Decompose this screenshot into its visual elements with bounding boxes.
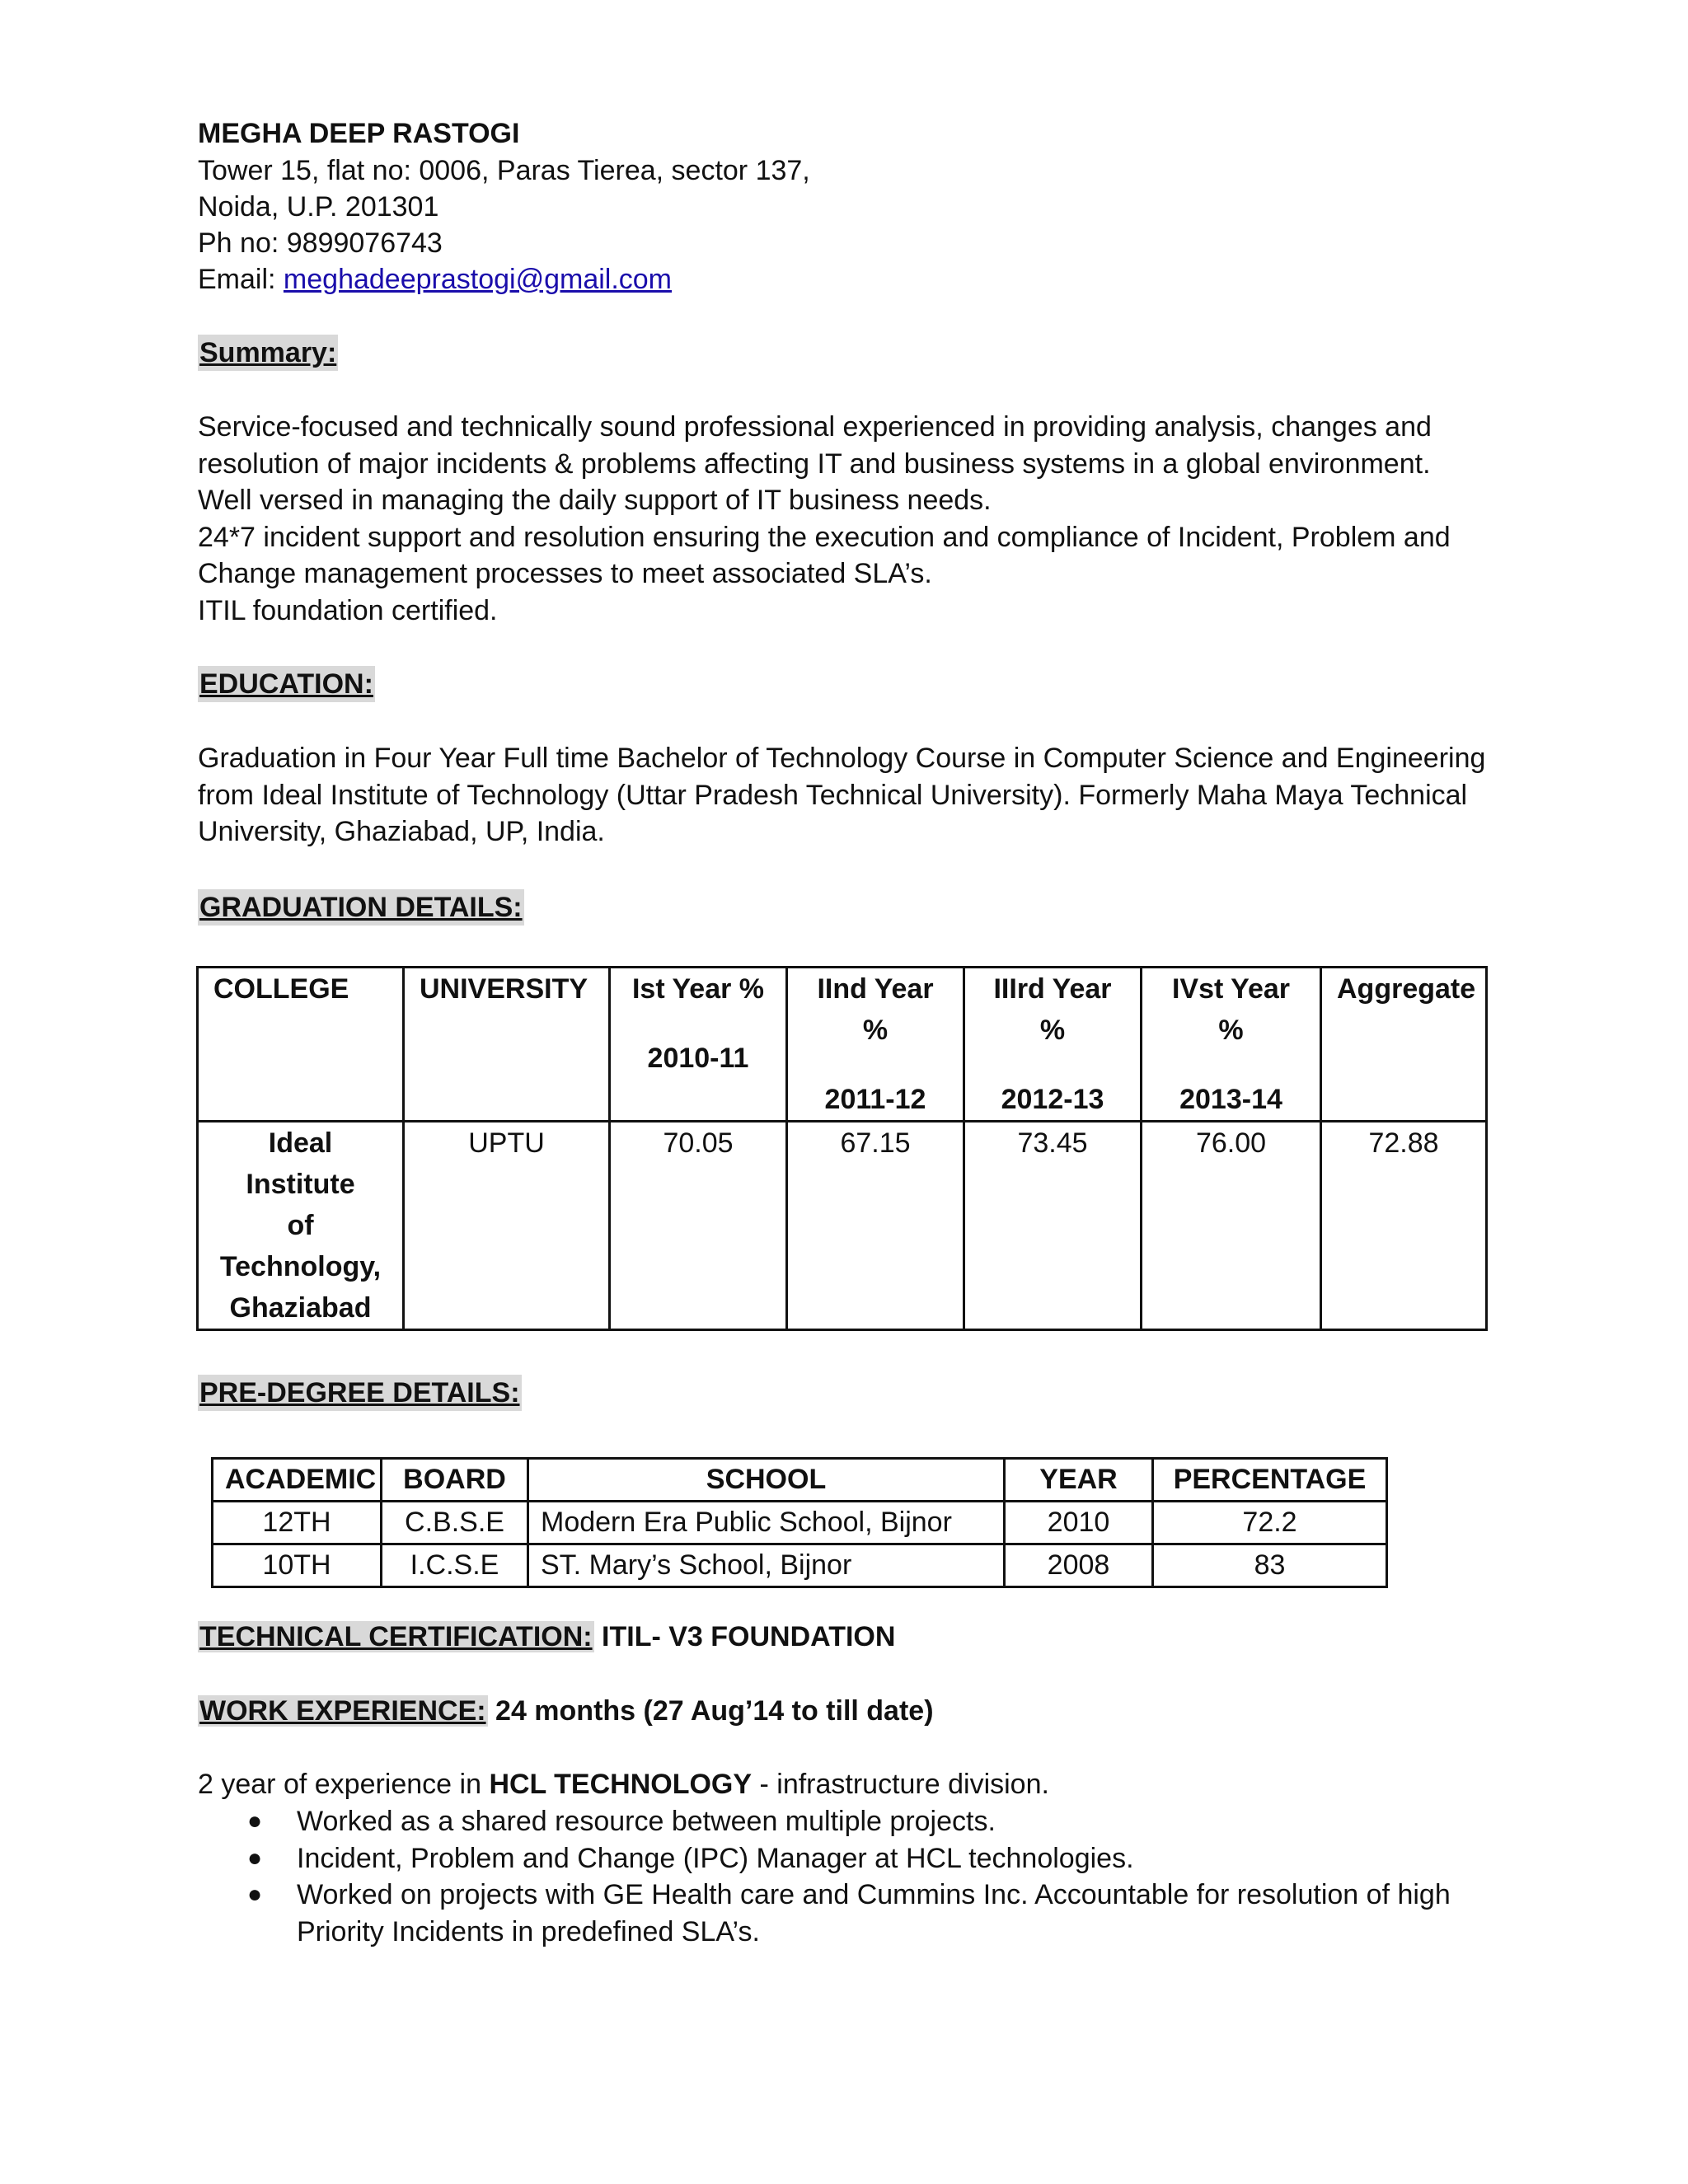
certification-line — [198, 1619, 895, 1655]
address-line-1: Tower 15, flat no: 0006, Paras Tierea, sector 137, — [198, 155, 810, 186]
cell-percentage: 83 — [1153, 1544, 1387, 1587]
col-header-year-1: Ist Year % 2010-11 — [610, 968, 787, 1122]
company-name: HCL TECHNOLOGY — [489, 1769, 753, 1800]
graduation-heading: GRADUATION DETAILS: — [198, 889, 524, 926]
email-line — [198, 261, 672, 298]
summary-text — [198, 409, 1484, 629]
cell-percentage: 72.2 — [1153, 1502, 1387, 1544]
education-line: Graduation in Four Year Full time Bachelor of Technology Course in Computer Science and Engineering — [198, 743, 1486, 774]
graduation-table — [196, 966, 1488, 1331]
email-label: Email: — [198, 264, 284, 295]
col-header-percentage: PERCENTAGE — [1153, 1459, 1387, 1502]
col-header-university: UNIVERSITY — [404, 968, 610, 1122]
cell-year-3: 73.45 — [964, 1122, 1142, 1330]
summary-line: 24*7 incident support and resolution ensuring the execution and compliance of Incident, Problem and — [198, 521, 1451, 553]
summary-line: Change management processes to meet associated SLA’s. — [198, 558, 932, 589]
col-header-school: SCHOOL — [528, 1459, 1005, 1502]
graduation-data-row — [198, 1122, 1487, 1330]
certification-heading: TECHNICAL CERTIFICATION: — [199, 1621, 593, 1652]
col-header-year: YEAR — [1005, 1459, 1153, 1502]
education-text — [198, 740, 1484, 851]
candidate-name: MEGHA DEEP RASTOGI — [198, 118, 520, 149]
cell-year-2: 67.15 — [787, 1122, 964, 1330]
year-1-session: 2010-11 — [647, 1043, 749, 1074]
col-header-college: COLLEGE — [198, 968, 404, 1122]
summary-line: ITIL foundation certified. — [198, 594, 498, 626]
cell-year: 2010 — [1005, 1502, 1153, 1544]
bullet-icon: ● — [247, 1844, 263, 1872]
list-item: ● Worked on projects with GE Health care and Cummins Inc. Accountable for resolution of high Priority Incidents in predefined SLA’s. — [247, 1877, 1533, 1950]
cell-aggregate: 72.88 — [1321, 1122, 1487, 1330]
work-experience-duration: 24 months (27 Aug’14 to till date) — [487, 1695, 934, 1727]
email-link[interactable]: meghadeeprastogi@gmail.com — [283, 264, 673, 295]
year-4-session: 2013-14 — [1179, 1084, 1282, 1115]
cell-academic: 10TH — [213, 1544, 382, 1587]
pre-degree-header-row — [213, 1459, 1387, 1502]
cell-academic: 12TH — [213, 1502, 382, 1544]
phone-number: Ph no: 9899076743 — [198, 227, 443, 259]
table-row — [213, 1502, 1387, 1544]
cell-university: UPTU — [404, 1122, 610, 1330]
col-header-academic: ACADEMIC — [213, 1459, 382, 1502]
work-experience-line — [198, 1693, 934, 1729]
education-line: University, Ghaziabad, UP, India. — [198, 816, 605, 847]
pre-degree-table — [211, 1457, 1388, 1588]
list-item: ● Incident, Problem and Change (IPC) Manager at HCL technologies. — [247, 1840, 1533, 1877]
cell-board: C.B.S.E — [382, 1502, 528, 1544]
bullet-icon: ● — [247, 1807, 263, 1835]
cell-year: 2008 — [1005, 1544, 1153, 1587]
cell-school: ST. Mary’s School, Bijnor — [528, 1544, 1005, 1587]
certification-value: ITIL- V3 FOUNDATION — [593, 1621, 896, 1652]
work-experience-heading: WORK EXPERIENCE: — [199, 1695, 486, 1727]
col-header-aggregate: Aggregate — [1321, 968, 1487, 1122]
address-line-2: Noida, U.P. 201301 — [198, 191, 439, 223]
cell-college: Ideal Institute of Technology, Ghaziabad — [198, 1122, 404, 1330]
work-intro: 2 year of experience in HCL TECHNOLOGY - infrastructure division. — [198, 1769, 1049, 1800]
table-row — [213, 1544, 1387, 1587]
bullet-icon: ● — [247, 1881, 263, 1908]
col-header-year-4: IVst Year % 2013-14 — [1142, 968, 1321, 1122]
summary-heading: Summary: — [198, 335, 338, 371]
education-heading: EDUCATION: — [198, 666, 375, 702]
year-2-session: 2011-12 — [824, 1084, 926, 1115]
year-3-session: 2012-13 — [1001, 1084, 1104, 1115]
cell-board: I.C.S.E — [382, 1544, 528, 1587]
cell-school: Modern Era Public School, Bijnor — [528, 1502, 1005, 1544]
cell-year-4: 76.00 — [1142, 1122, 1321, 1330]
work-bullet-list — [247, 1803, 1533, 1950]
summary-line: resolution of major incidents & problems affecting IT and business systems in a global environment. — [198, 448, 1431, 480]
pre-degree-heading: PRE-DEGREE DETAILS: — [198, 1375, 522, 1411]
cell-year-1: 70.05 — [610, 1122, 787, 1330]
col-header-board: BOARD — [382, 1459, 528, 1502]
col-header-year-3: IIIrd Year % 2012-13 — [964, 968, 1142, 1122]
list-item: ● Worked as a shared resource between multiple projects. — [247, 1803, 1533, 1840]
summary-line: Well versed in managing the daily support of IT business needs. — [198, 485, 992, 516]
col-header-year-2: IInd Year % 2011-12 — [787, 968, 964, 1122]
education-line: from Ideal Institute of Technology (Uttar Pradesh Technical University). Formerly Maha Maya Technical — [198, 779, 1468, 811]
graduation-header-row — [198, 968, 1487, 1122]
summary-line: Service-focused and technically sound professional experienced in providing analysis, changes and — [198, 411, 1432, 443]
